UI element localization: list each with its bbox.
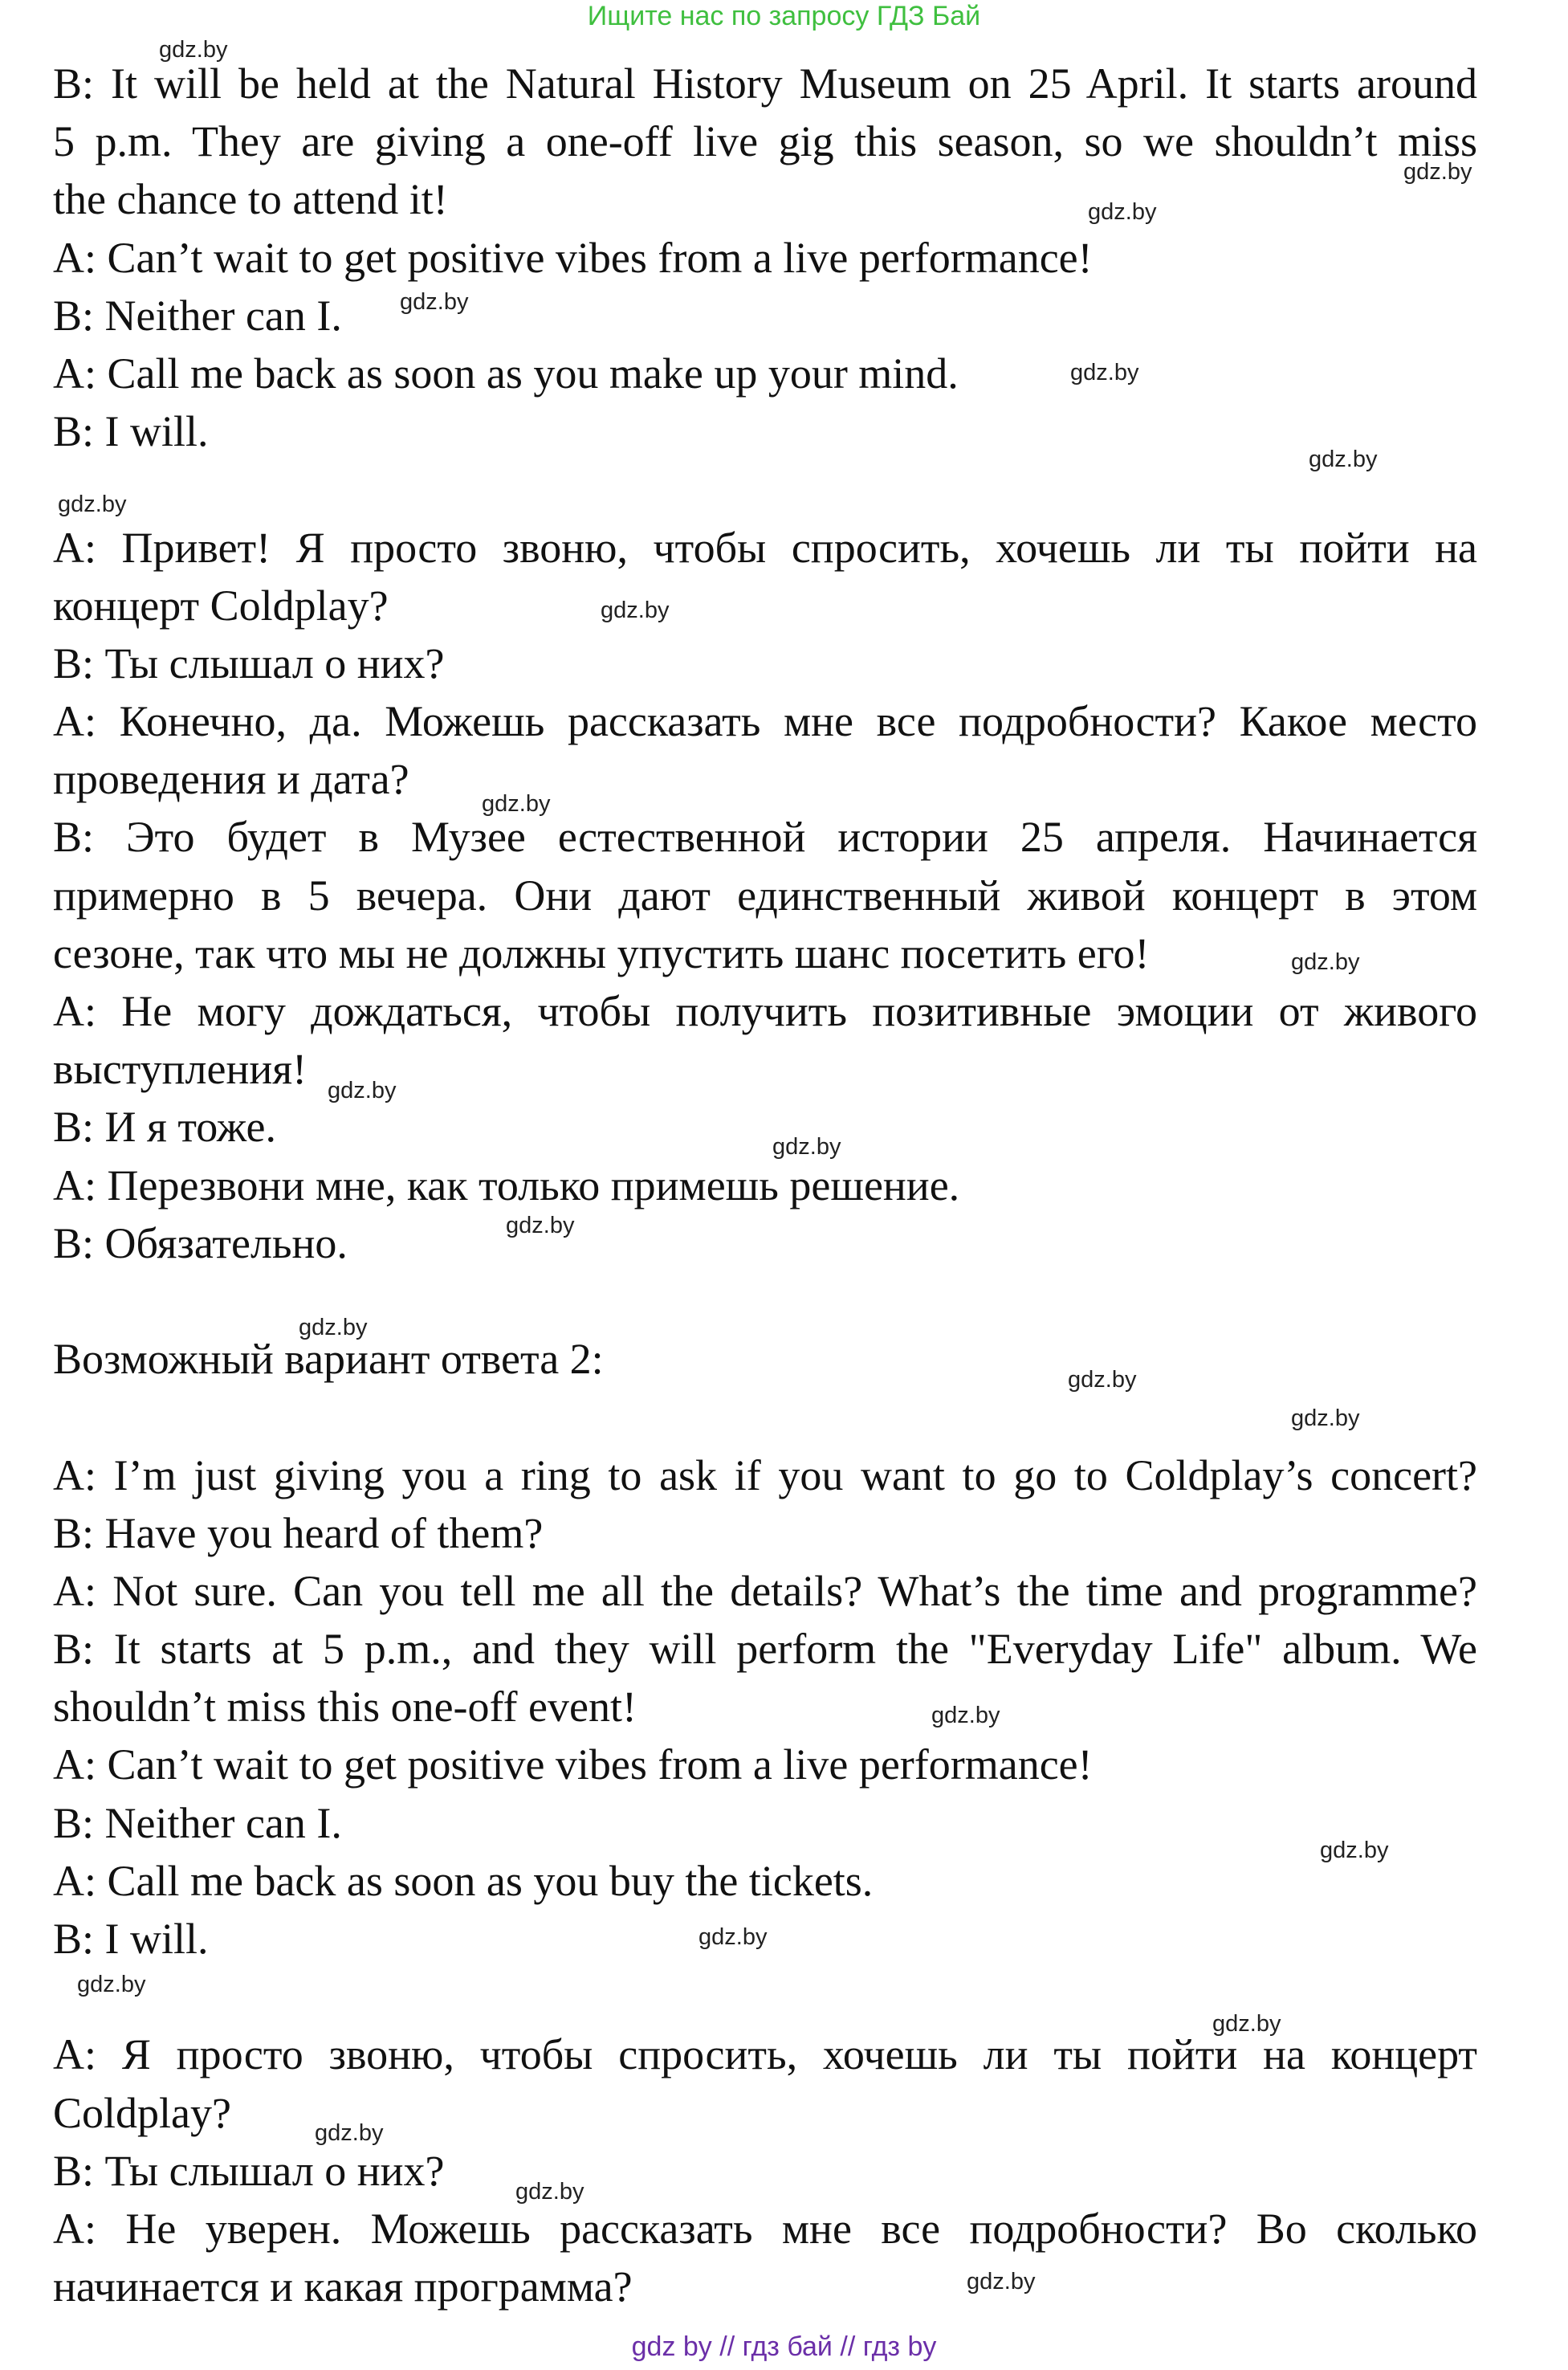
- text-line: Coldplay?: [53, 2088, 231, 2137]
- text-line: примерно в 5 вечера. Они дают единственный живой концерт в этом: [53, 871, 1477, 920]
- watermark: gdz.by: [1088, 199, 1157, 225]
- text-line: B: It will be held at the Natural History Museum on 25 April. It starts around: [53, 59, 1477, 108]
- watermark: gdz.by: [1320, 1838, 1389, 1863]
- watermark: gdz.by: [931, 1703, 1000, 1728]
- text-line: B: I will.: [53, 407, 209, 456]
- text-line: выступления!: [53, 1045, 307, 1094]
- watermark: gdz.by: [698, 1924, 768, 1950]
- text-line: A: Привет! Я просто звоню, чтобы спросить, хочешь ли ты пойти на: [53, 523, 1477, 572]
- text-line: the chance to attend it!: [53, 175, 448, 224]
- watermark: gdz.by: [506, 1213, 575, 1238]
- text-line: B: Обязательно.: [53, 1218, 348, 1267]
- text-line: B: Have you heard of them?: [53, 1508, 544, 1557]
- text-line: проведения и дата?: [53, 755, 409, 804]
- text-line: 5 p.m. They are giving a one-off live gig this season, so we shouldn’t miss: [53, 117, 1477, 166]
- text-line: B: It starts at 5 p.m., and they will perform the "Everyday Life" album. We: [53, 1625, 1477, 1674]
- text-line: A: Call me back as soon as you buy the tickets.: [53, 1856, 874, 1905]
- text-line: A: Call me back as soon as you make up your mind.: [53, 349, 959, 398]
- watermark: gdz.by: [159, 37, 228, 63]
- paragraph-gap: [53, 1272, 1477, 1330]
- text-line: A: Not sure. Can you tell me all the details? What’s the time and programme?: [53, 1566, 1477, 1615]
- text-line: A: Не уверен. Можешь рассказать мне все подробности? Во сколько: [53, 2204, 1477, 2253]
- footer-links: gdz by // гдз бай // гдз by: [631, 2331, 937, 2362]
- watermark: gdz.by: [515, 2179, 584, 2205]
- watermark: gdz.by: [1068, 1367, 1137, 1393]
- text-line: A: Can’t wait to get positive vibes from a live performance!: [53, 1740, 1093, 1789]
- text-line: B: Это будет в Музее естественной истории 25 апреля. Начинается: [53, 813, 1477, 862]
- text-line: A: I’m just giving you a ring to ask if you want to go to Coldplay’s concert?: [53, 1450, 1477, 1499]
- section-heading: Возможный вариант ответа 2:: [53, 1335, 604, 1384]
- watermark: gdz.by: [1309, 447, 1378, 472]
- text-line: сезоне, так что мы не должны упустить шанс посетить его!: [53, 928, 1150, 977]
- watermark: gdz.by: [482, 791, 551, 817]
- watermark: gdz.by: [1212, 2011, 1281, 2037]
- watermark: gdz.by: [328, 1078, 397, 1103]
- watermark: gdz.by: [967, 2269, 1036, 2295]
- text-line: B: И я тоже.: [53, 1103, 276, 1152]
- text-line: A: Я просто звоню, чтобы спросить, хочешь ли ты пойти на концерт: [53, 2030, 1477, 2079]
- text-line: B: Neither can I.: [53, 291, 342, 340]
- text-line: A: Конечно, да. Можешь рассказать мне все подробности? Какое место: [53, 697, 1477, 746]
- watermark: gdz.by: [77, 1972, 146, 1997]
- watermark: gdz.by: [601, 598, 670, 623]
- watermark: gdz.by: [772, 1134, 841, 1160]
- watermark: gdz.by: [58, 492, 127, 517]
- paragraph-gap: [53, 460, 1477, 518]
- text-line: shouldn’t miss this one-off event!: [53, 1683, 637, 1732]
- text-line: B: Ты слышал о них?: [53, 2146, 445, 2195]
- text-line: B: Neither can I.: [53, 1798, 342, 1847]
- text-line: концерт Coldplay?: [53, 581, 389, 630]
- watermark: gdz.by: [1291, 1405, 1360, 1431]
- text-line: A: Can’t wait to get positive vibes from a live performance!: [53, 233, 1093, 282]
- watermark: gdz.by: [1403, 159, 1472, 185]
- text-line: B: Ты слышал о них?: [53, 638, 445, 687]
- search-banner: Ищите нас по запросу ГДЗ Бай: [587, 1, 981, 31]
- watermark: gdz.by: [299, 1315, 368, 1340]
- paragraph-gap: [53, 1388, 1477, 1446]
- watermark: gdz.by: [1070, 360, 1139, 385]
- text-line: A: Не могу дождаться, чтобы получить позитивные эмоции от живого: [53, 987, 1477, 1035]
- text-line: начинается и какая программа?: [53, 2262, 633, 2311]
- text-line: A: Перезвони мне, как только примешь решение.: [53, 1161, 960, 1209]
- watermark: gdz.by: [1291, 949, 1360, 975]
- watermark: gdz.by: [315, 2120, 384, 2146]
- watermark: gdz.by: [400, 289, 469, 315]
- document-body: [53, 55, 1477, 2315]
- text-line: B: I will.: [53, 1915, 209, 1963]
